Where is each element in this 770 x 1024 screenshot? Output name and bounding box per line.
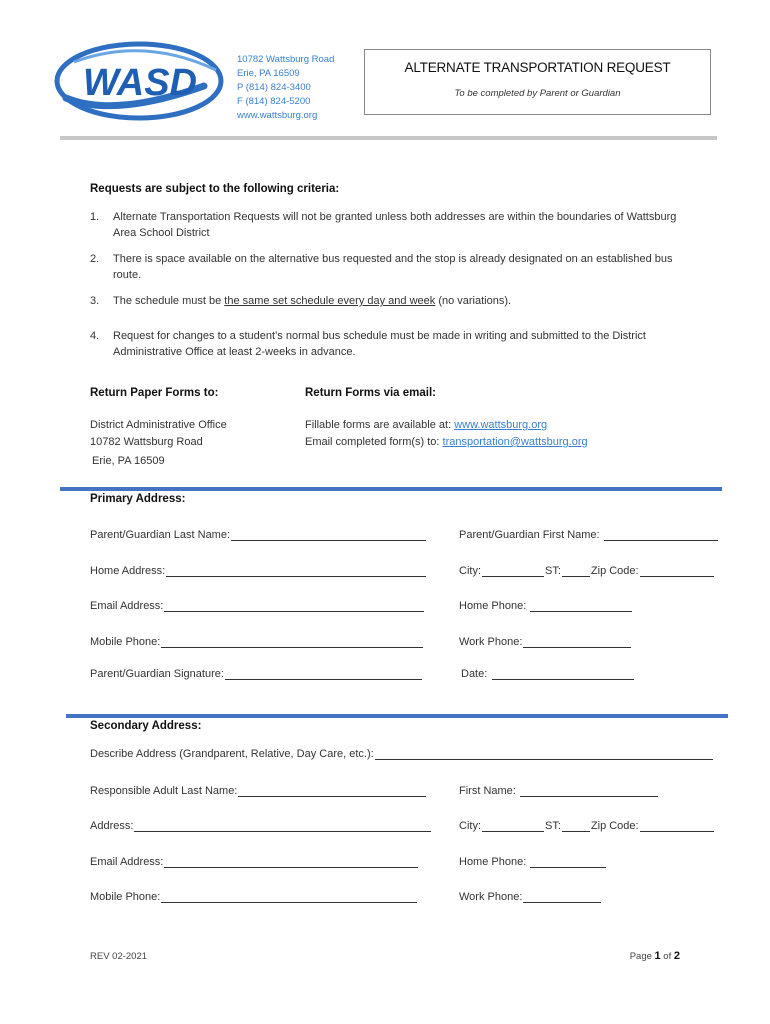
field-label: Home Phone: xyxy=(459,600,527,612)
return-city: Erie, PA 16509 xyxy=(92,455,165,467)
header-divider xyxy=(60,136,717,140)
email-forms-label: Email completed form(s) to: xyxy=(305,436,443,448)
blank-line[interactable] xyxy=(164,856,418,868)
page-title: ALTERNATE TRANSPORTATION REQUEST xyxy=(404,60,671,75)
field-label: Describe Address (Grandparent, Relative, Day Care, etc.): xyxy=(90,748,374,760)
primary-city-st-zip-field[interactable] xyxy=(459,565,715,577)
field-label: ST: xyxy=(545,565,561,577)
field-label: First Name: xyxy=(459,785,516,797)
primary-divider xyxy=(60,487,722,491)
field-label: Mobile Phone: xyxy=(90,891,161,903)
primary-date-field[interactable] xyxy=(461,668,635,680)
transportation-email-link[interactable]: transportation@wattsburg.org xyxy=(442,436,588,448)
contact-fax: F (814) 824-5200 xyxy=(237,96,311,107)
blank-line[interactable] xyxy=(520,785,658,797)
criteria-text-underlined: the same set schedule every day and week xyxy=(224,295,436,307)
contact-street: 10782 Wattsburg Road xyxy=(237,54,335,65)
contact-city: Erie, PA 16509 xyxy=(237,68,300,79)
website-link[interactable]: www.wattsburg.org xyxy=(454,419,548,431)
field-label: Work Phone: xyxy=(459,636,523,648)
page-current: 1 xyxy=(654,950,661,962)
blank-line[interactable] xyxy=(166,565,426,577)
field-label: Email Address: xyxy=(90,600,164,612)
field-label: Responsible Adult Last Name: xyxy=(90,785,238,797)
blank-line[interactable] xyxy=(134,820,431,832)
primary-mobile-phone-field[interactable] xyxy=(90,636,424,648)
fillable-forms-line xyxy=(305,419,547,431)
secondary-home-phone-field[interactable] xyxy=(459,856,607,868)
field-label: Home Phone: xyxy=(459,856,527,868)
primary-work-phone-field[interactable] xyxy=(459,636,632,648)
secondary-city-st-zip-field[interactable] xyxy=(459,820,715,832)
secondary-address-field[interactable] xyxy=(90,820,432,832)
primary-email-field[interactable] xyxy=(90,600,425,612)
criteria-text: There is space available on the alternative bus requested and the stop is already designated on an established bus route. xyxy=(113,253,673,281)
field-label: Work Phone: xyxy=(459,891,523,903)
criteria-number: 3. xyxy=(90,295,100,307)
field-label: Parent/Guardian Signature: xyxy=(90,668,224,680)
secondary-email-field[interactable] xyxy=(90,856,419,868)
blank-line[interactable] xyxy=(523,891,601,903)
wasd-logo xyxy=(54,40,224,122)
email-forms-line xyxy=(305,436,588,448)
field-label: Parent/Guardian Last Name: xyxy=(90,529,231,541)
criteria-text xyxy=(113,293,683,309)
blank-line[interactable] xyxy=(640,820,714,832)
contact-phone: P (814) 824-3400 xyxy=(237,82,311,93)
blank-line[interactable] xyxy=(375,748,713,760)
blank-line[interactable] xyxy=(604,529,718,541)
secondary-divider xyxy=(66,714,728,718)
return-street: 10782 Wattsburg Road xyxy=(90,436,203,448)
primary-home-phone-field[interactable] xyxy=(459,600,633,612)
page-of: of xyxy=(660,951,674,962)
primary-signature-field[interactable] xyxy=(90,668,423,680)
blank-line[interactable] xyxy=(492,668,634,680)
blank-line[interactable] xyxy=(482,820,544,832)
field-label: Home Address: xyxy=(90,565,166,577)
revision-label: REV 02-2021 xyxy=(90,951,148,962)
field-label: ST: xyxy=(545,820,561,832)
page-total: 2 xyxy=(673,950,680,962)
field-label: City: xyxy=(459,565,481,577)
return-paper-heading: Return Paper Forms to: xyxy=(90,387,219,399)
primary-first-name-field[interactable] xyxy=(459,529,719,541)
blank-line[interactable] xyxy=(640,565,714,577)
blank-line[interactable] xyxy=(562,820,590,832)
blank-line[interactable] xyxy=(482,565,544,577)
field-label: Date: xyxy=(461,668,488,680)
field-label: Address: xyxy=(90,820,134,832)
blank-line[interactable] xyxy=(161,636,423,648)
blank-line[interactable] xyxy=(238,785,426,797)
secondary-last-name-field[interactable] xyxy=(90,785,427,797)
blank-line[interactable] xyxy=(523,636,631,648)
title-box xyxy=(364,49,711,115)
secondary-first-name-field[interactable] xyxy=(459,785,659,797)
blank-line[interactable] xyxy=(231,529,426,541)
secondary-work-phone-field[interactable] xyxy=(459,891,602,903)
field-label: Parent/Guardian First Name: xyxy=(459,529,600,541)
criteria-text-post: (no variations). xyxy=(435,295,512,307)
criteria-text-pre: The schedule must be xyxy=(113,295,225,307)
field-label: Mobile Phone: xyxy=(90,636,161,648)
criteria-number: 4. xyxy=(90,330,100,342)
return-email-heading: Return Forms via email: xyxy=(305,387,437,399)
blank-line[interactable] xyxy=(562,565,590,577)
page-number xyxy=(630,950,680,962)
secondary-describe-field[interactable] xyxy=(90,748,714,760)
primary-last-name-field[interactable] xyxy=(90,529,427,541)
logo-text: WASD xyxy=(83,62,197,104)
fillable-forms-label: Fillable forms are available at: xyxy=(305,419,455,431)
criteria-heading: Requests are subject to the following criteria: xyxy=(90,183,340,195)
page-prefix: Page xyxy=(629,951,655,962)
criteria-text: Request for changes to a student’s normal bus schedule must be made in writing and submitted to the District Administrative Office at least 2-weeks in advance. xyxy=(113,330,646,358)
district-contact xyxy=(237,53,334,123)
blank-line[interactable] xyxy=(530,600,632,612)
return-office: District Administrative Office xyxy=(90,419,227,431)
field-label: Email Address: xyxy=(90,856,164,868)
contact-website[interactable]: www.wattsburg.org xyxy=(237,110,318,121)
criteria-text: Alternate Transportation Requests will not be granted unless both addresses are within the boundaries of Wattsburg Area School District xyxy=(113,211,677,239)
blank-line[interactable] xyxy=(161,891,417,903)
primary-heading: Primary Address: xyxy=(90,493,186,505)
secondary-mobile-phone-field[interactable] xyxy=(90,891,418,903)
criteria-number: 2. xyxy=(90,253,100,265)
criteria-number: 1. xyxy=(90,211,100,223)
blank-line[interactable] xyxy=(164,600,424,612)
field-label: City: xyxy=(459,820,481,832)
field-label: Zip Code: xyxy=(590,820,639,832)
primary-home-address-field[interactable] xyxy=(90,565,427,577)
blank-line[interactable] xyxy=(530,856,606,868)
field-label: Zip Code: xyxy=(590,565,639,577)
secondary-heading: Secondary Address: xyxy=(90,720,202,732)
blank-line[interactable] xyxy=(225,668,422,680)
page-subtitle: To be completed by Parent or Guardian xyxy=(454,88,621,99)
